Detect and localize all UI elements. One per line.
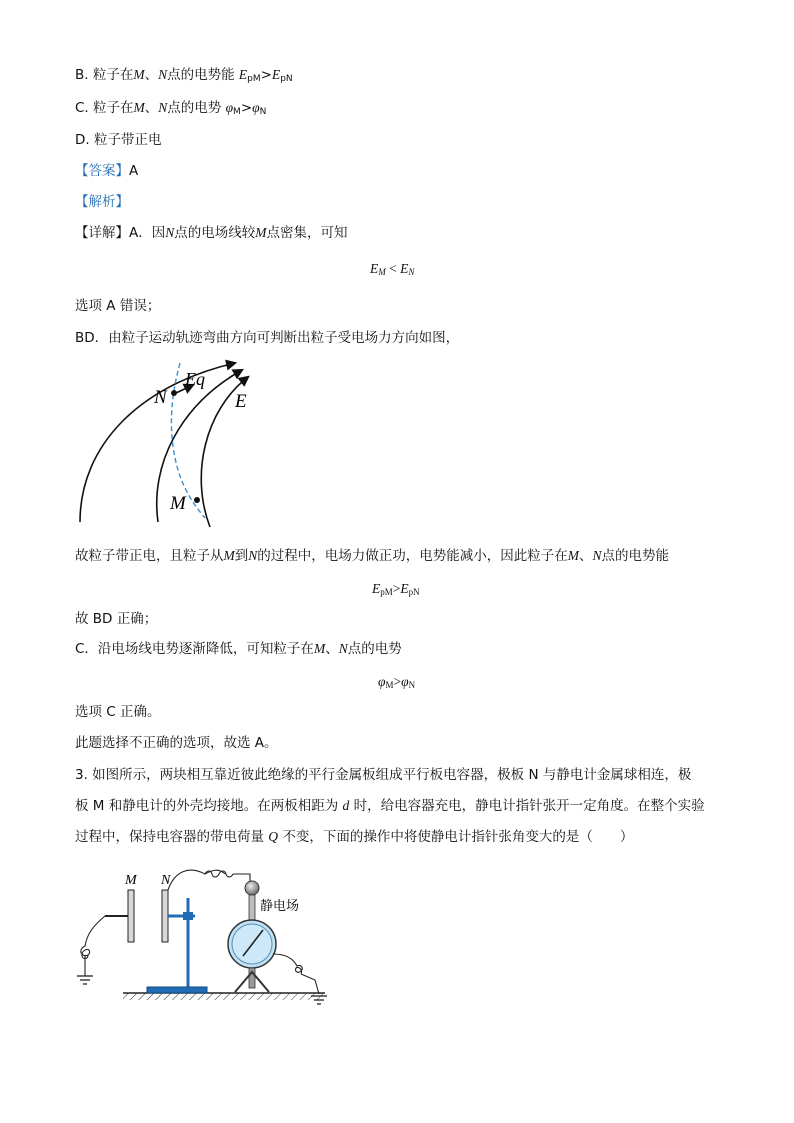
p6-sep: 、 — [325, 641, 339, 657]
q3-l3-a: 过程中，保持电容器的带电荷量 — [75, 829, 269, 845]
label-e: E — [235, 391, 247, 412]
electroscope-rod — [249, 895, 255, 922]
plate-m — [128, 890, 134, 942]
eq2-e2: E — [400, 581, 409, 596]
field-line-diagram — [70, 355, 270, 530]
option-b-n: N — [158, 67, 168, 82]
option-c-sub-m: M — [233, 107, 241, 117]
answer-value: A — [129, 163, 139, 179]
equation-potential-compare — [378, 673, 415, 694]
q3-l3-q: Q — [268, 829, 279, 844]
option-c-mid: 点的电势 — [167, 100, 226, 116]
option-c-n: N — [158, 100, 168, 115]
option-b-ep: E — [238, 67, 248, 82]
ground-wire-right — [273, 954, 319, 994]
option-b — [75, 66, 293, 88]
answer-tag: 【答案】 — [75, 163, 129, 179]
eq2-e: E — [372, 581, 381, 596]
p6-n: N — [338, 641, 348, 656]
option-b-mid: 点的电势能 — [167, 67, 239, 83]
capacitor-electroscope-figure — [75, 868, 335, 1008]
eq3-gt: > — [393, 674, 402, 689]
eq1-lt: < — [389, 261, 397, 276]
table-surface — [123, 993, 325, 1000]
stand-base — [147, 987, 207, 993]
option-b-sub-pm: pM — [247, 74, 261, 84]
stand-clamp — [183, 912, 193, 920]
eq2-sub-pm: pM — [380, 587, 393, 597]
q3-l2-d: d — [342, 798, 350, 813]
option-d: D. 粒子带正电 — [75, 132, 162, 148]
option-b-sep: 、 — [144, 67, 159, 83]
detail-p1-b: 点的电场线较 — [174, 225, 256, 241]
option-c-phi: φ — [225, 100, 234, 115]
eq2-gt: > — [392, 581, 401, 596]
point-m — [194, 497, 200, 503]
question3-line-1: 3. 如图所示，两块相互靠近彼此绝缘的平行金属板组成平行板电容器，极板 N 与静电计金属球相连，极 — [75, 767, 692, 783]
figure-label-m: M — [125, 873, 137, 888]
option-b-sub-pn: pN — [280, 74, 293, 84]
option-c-prefix: C. 粒子在 — [75, 100, 134, 116]
eq1-e2: E — [400, 261, 409, 276]
eq2-sub-pn: pN — [408, 587, 420, 597]
q3-l2-b: 时，给电容器充电，静电计指针张开一定角度。在整个实验 — [349, 798, 705, 814]
question3-line-2 — [75, 797, 705, 815]
q3-l3-b: 不变，下面的操作中将使静电计指针张角变大的是（ ） — [278, 829, 634, 845]
detail-line-1 — [75, 224, 348, 242]
option-c-phi2: φ — [252, 100, 260, 115]
p4-a: 故粒子带正电，且粒子从 — [75, 548, 224, 564]
p4-c: 的过程中，电场力做正功，电势能减小，因此粒子在 — [257, 548, 568, 564]
eq3-phi: φ — [378, 674, 386, 689]
question3-line-3 — [75, 828, 633, 846]
p6-m: M — [313, 641, 326, 656]
p4-m2: M — [567, 548, 580, 563]
ground-wire-left — [81, 916, 105, 976]
p6-b: 点的电势 — [347, 641, 402, 657]
eq1-sub-n: N — [408, 267, 415, 277]
detail-tag: 【详解】 — [75, 225, 129, 241]
point-n — [171, 390, 177, 396]
option-c — [75, 99, 266, 121]
eq3-sub-n: N — [408, 680, 416, 690]
detail-line-5: 故 BD 正确； — [75, 611, 158, 627]
detail-line-4 — [75, 547, 669, 565]
equation-field-compare — [370, 260, 414, 281]
option-b-m: M — [133, 67, 145, 82]
p6-a: C．沿电场线电势逐渐降低，可知粒子在 — [75, 641, 314, 657]
eq3-sub-m: M — [385, 680, 394, 690]
detail-line-8: 此题选择不正确的选项，故选 A。 — [75, 735, 278, 751]
eq1-e: E — [370, 261, 379, 276]
p4-m: M — [223, 548, 235, 563]
option-c-sub-n: N — [259, 107, 267, 117]
equation-energy-compare — [372, 580, 420, 601]
option-c-gt: > — [240, 100, 253, 116]
option-b-prefix: B. 粒子在 — [75, 67, 134, 83]
eq1-sub-m: M — [378, 267, 386, 277]
detail-line-2: 选项 A 错误； — [75, 298, 161, 314]
label-n: N — [154, 387, 167, 408]
detail-line-3: BD．由粒子运动轨迹弯曲方向可判断出粒子受电场力方向如图， — [75, 330, 460, 346]
analysis-line — [75, 193, 129, 211]
detail-p1-n: N — [165, 225, 175, 240]
option-b-ep2: E — [271, 67, 281, 82]
option-c-sep: 、 — [144, 100, 159, 116]
detail-line-6 — [75, 640, 402, 658]
p4-n2: N — [592, 548, 602, 563]
analysis-tag: 【解析】 — [75, 194, 129, 210]
plate-n — [162, 890, 168, 942]
label-m: M — [170, 493, 186, 514]
detail-p1-a: A．因 — [129, 225, 166, 241]
p4-d: 点的电势能 — [601, 548, 670, 564]
answer-line — [75, 162, 138, 180]
electroscope-label: 静电场 — [260, 899, 300, 914]
label-eq: Eq — [185, 369, 205, 389]
connecting-wire — [168, 870, 250, 890]
p4-sep: 、 — [579, 548, 593, 564]
q3-l2-a: 板 M 和静电计的外壳均接地。在两板相距为 — [75, 798, 343, 814]
detail-p1-c: 点密集，可知 — [266, 225, 348, 241]
p4-b: 到 — [234, 548, 249, 564]
electroscope-ball — [245, 881, 259, 895]
detail-line-7: 选项 C 正确。 — [75, 704, 161, 720]
p4-n: N — [248, 548, 258, 563]
figure-label-n: N — [161, 873, 171, 888]
eq3-phi2: φ — [401, 674, 409, 689]
option-c-m: M — [133, 100, 145, 115]
detail-p1-m: M — [255, 225, 267, 240]
option-b-gt: > — [260, 67, 272, 83]
